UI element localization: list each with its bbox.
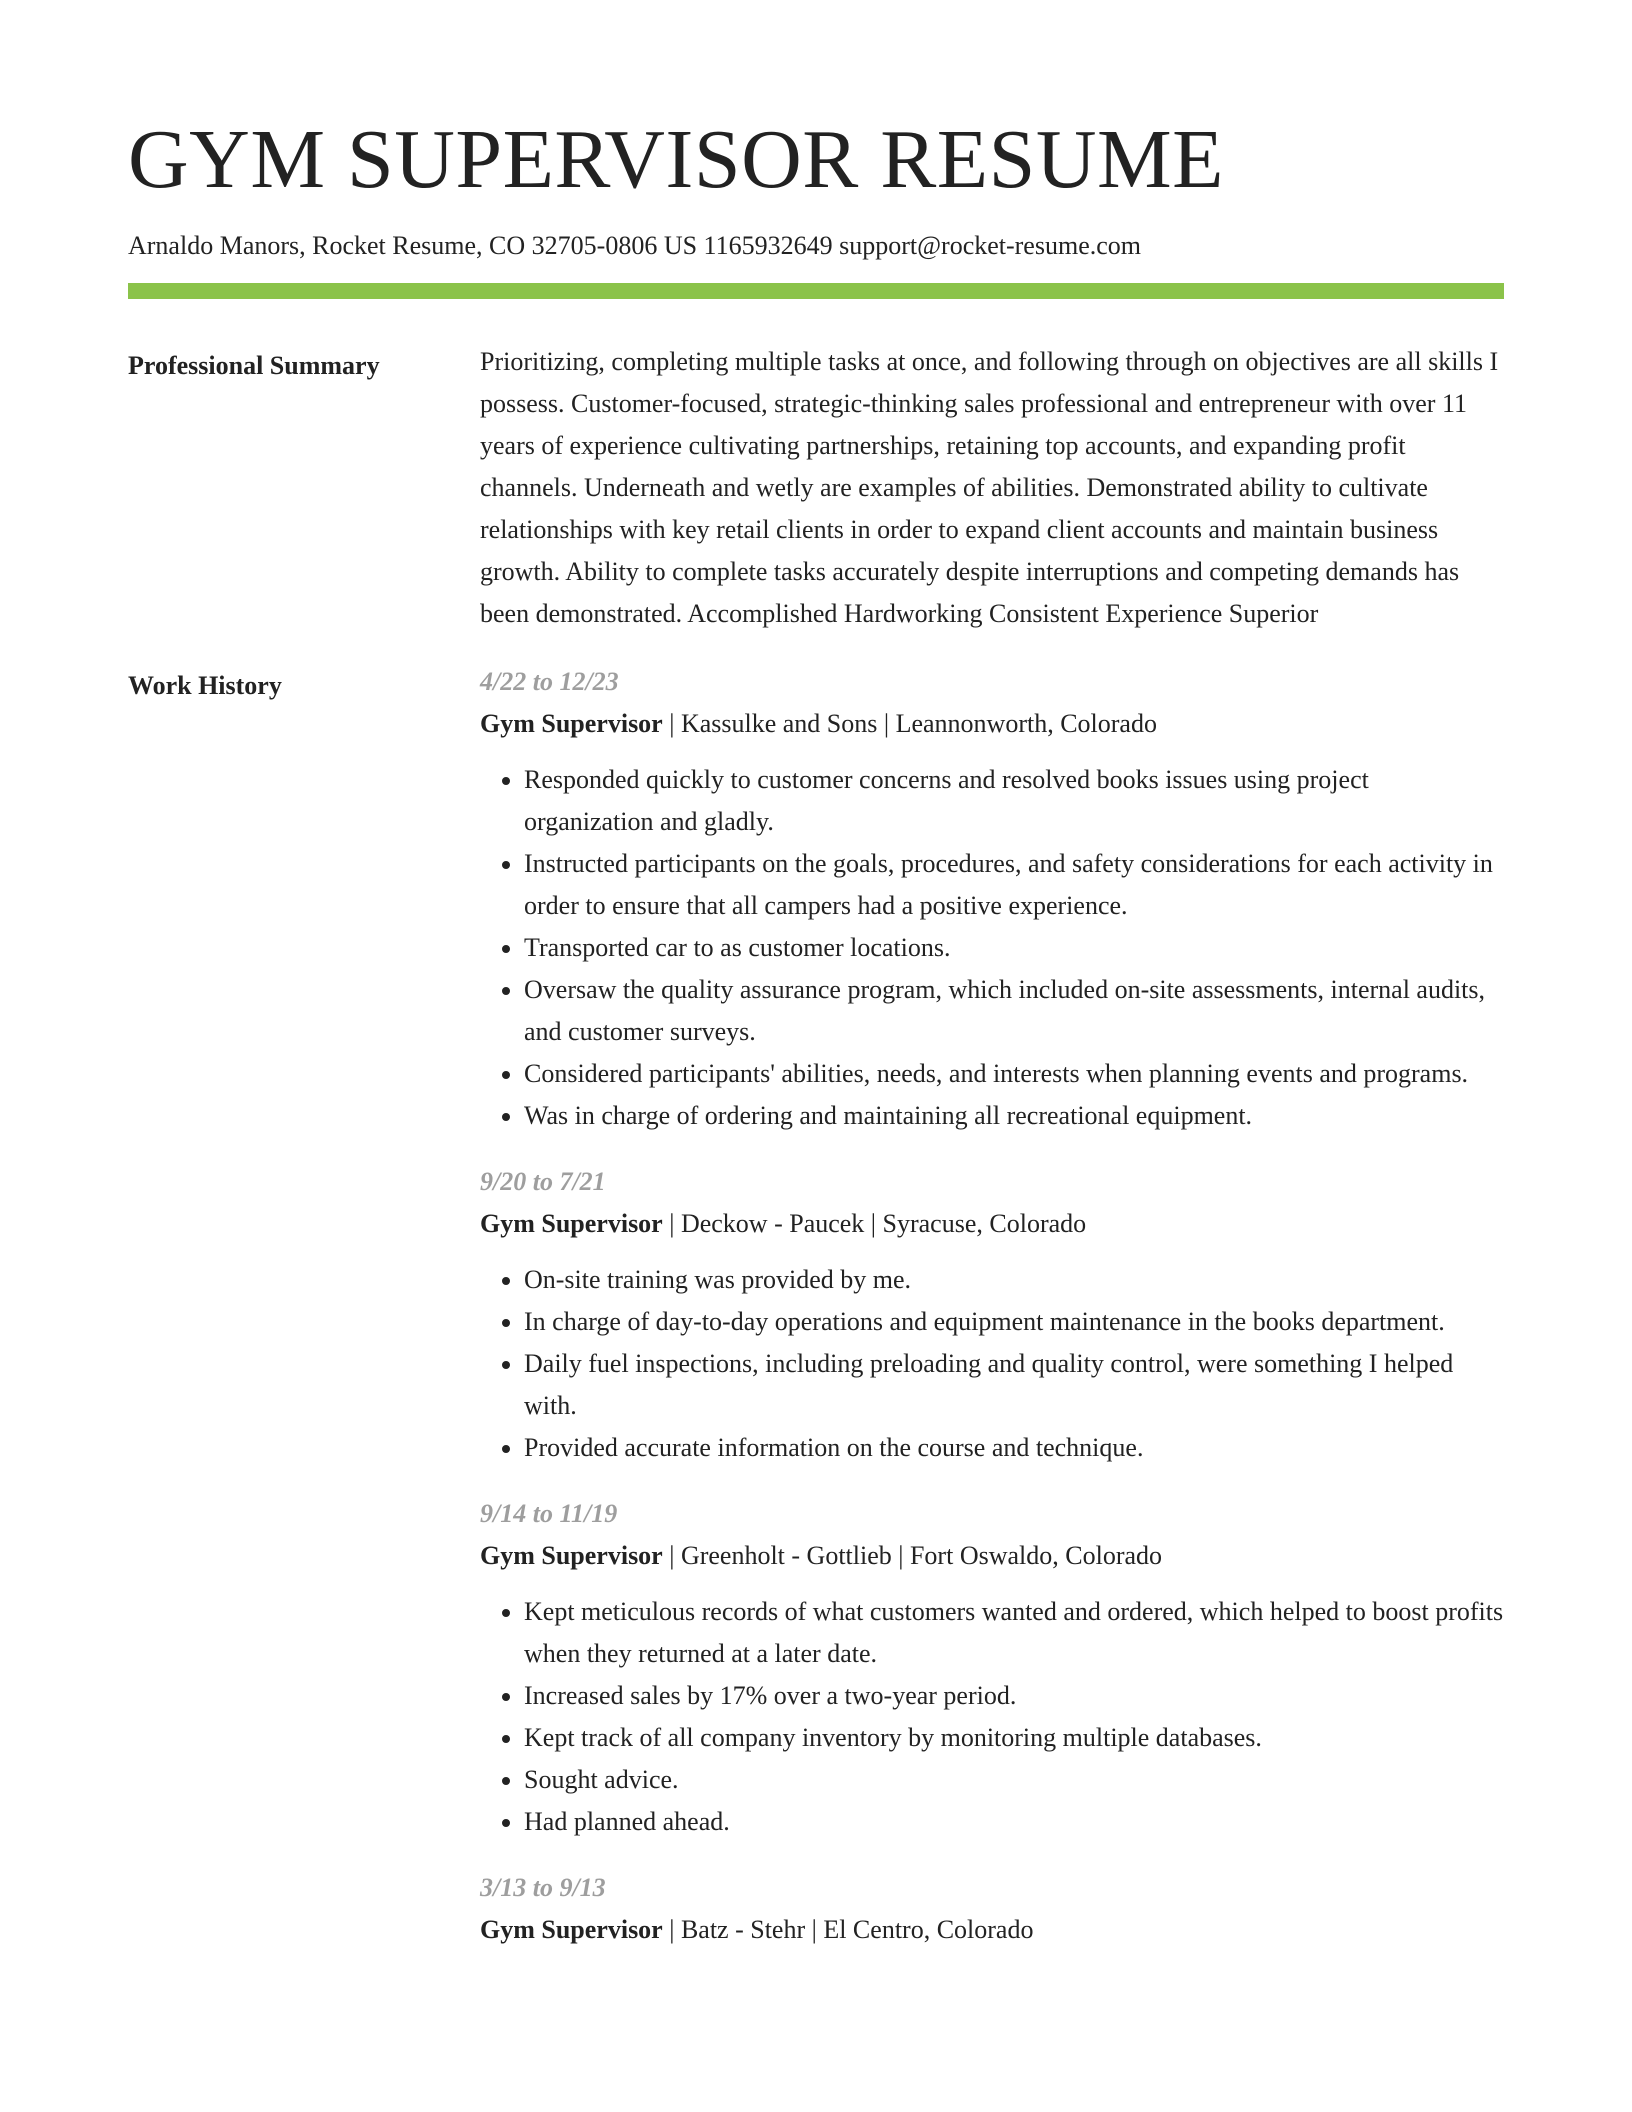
job-dates: 3/13 to 9/13 — [480, 1873, 606, 1903]
job-role: Gym Supervisor — [480, 1915, 663, 1945]
job-bullet: • In charge of day-to-day operations and equipment maintenance in the books department. — [524, 1301, 1504, 1343]
job-employer-location: | Greenholt - Gottlieb | Fort Oswaldo, Colorado — [662, 1541, 1163, 1571]
job-bullet: • Daily fuel inspections, including preloading and quality control, were something I helped with. — [524, 1343, 1504, 1427]
job-bullet: • Oversaw the quality assurance program, which included on-site assessments, internal audits, and customer surveys. — [524, 969, 1504, 1053]
job-heading — [480, 1535, 1504, 1577]
work-history-heading: Work History — [128, 671, 282, 701]
job-bullet: • Provided accurate information on the course and technique. — [524, 1427, 1504, 1469]
job-bullet: • Instructed participants on the goals, procedures, and safety considerations for each activity in order to ensure that all campers had a positive experience. — [524, 843, 1504, 927]
job-bullet: • Kept meticulous records of what customers wanted and ordered, which helped to boost profits when they returned at a later date. — [524, 1591, 1504, 1675]
job-bullet: • Kept track of all company inventory by monitoring multiple databases. — [524, 1717, 1504, 1759]
job-role: Gym Supervisor — [480, 709, 663, 739]
job-entry — [480, 1493, 1504, 1843]
job-employer-location: | Kassulke and Sons | Leannonworth, Colorado — [662, 709, 1157, 739]
resume-title: GYM SUPERVISOR RESUME — [128, 113, 1224, 206]
summary-section — [128, 347, 1504, 635]
job-bullet-list — [480, 1591, 1504, 1843]
job-bullet: • On-site training was provided by me. — [524, 1259, 1504, 1301]
job-dates: 9/20 to 7/21 — [480, 1167, 606, 1197]
job-dates: 4/22 to 12/23 — [480, 667, 619, 697]
job-bullet: • Had planned ahead. — [524, 1801, 1504, 1843]
job-role: Gym Supervisor — [480, 1209, 663, 1239]
work-history-section — [128, 667, 1504, 1985]
accent-divider — [128, 283, 1504, 299]
contact-line: Arnaldo Manors, Rocket Resume, CO 32705-0806 US 1165932649 support@rocket-resume.com — [128, 231, 1141, 260]
job-role: Gym Supervisor — [480, 1541, 663, 1571]
job-bullet: • Considered participants' abilities, needs, and interests when planning events and programs. — [524, 1053, 1504, 1095]
job-heading — [480, 1203, 1504, 1245]
job-bullet: • Sought advice. — [524, 1759, 1504, 1801]
job-employer-location: | Batz - Stehr | El Centro, Colorado — [662, 1915, 1034, 1945]
summary-text: Prioritizing, completing multiple tasks at once, and following through on objectives are all skills I possess. Customer-focused, strategic-thinking sales professional and entrepreneur with over 11 years of experience cultivating partnerships, retaining top accounts, and expanding profit channels. Underneath and wetly are examples of abilities. Demonstrated ability to cultivate relationships with key retail clients in order to expand client accounts and maintain business growth. Ability to complete tasks accurately despite interruptions and competing demands has been demonstrated. Accomplished Hardworking Consistent Experience Superior — [480, 347, 1499, 629]
job-employer-location: | Deckow - Paucek | Syracuse, Colorado — [662, 1209, 1087, 1239]
job-bullet: • Transported car to as customer locations. — [524, 927, 1504, 969]
job-bullet: • Increased sales by 17% over a two-year period. — [524, 1675, 1504, 1717]
job-list — [480, 667, 1504, 1985]
job-bullet-list — [480, 759, 1504, 1137]
job-heading — [480, 1909, 1504, 1951]
job-bullet-list — [480, 1259, 1504, 1469]
job-dates: 9/14 to 11/19 — [480, 1499, 618, 1529]
job-bullet: • Was in charge of ordering and maintaining all recreational equipment. — [524, 1095, 1504, 1137]
job-entry — [480, 1161, 1504, 1469]
job-heading — [480, 703, 1504, 745]
resume-page — [128, 113, 1504, 1985]
job-entry — [480, 661, 1504, 1137]
job-bullet: • Responded quickly to customer concerns and resolved books issues using project organization and gladly. — [524, 759, 1504, 843]
job-entry — [480, 1867, 1504, 1951]
summary-heading: Professional Summary — [128, 351, 380, 381]
